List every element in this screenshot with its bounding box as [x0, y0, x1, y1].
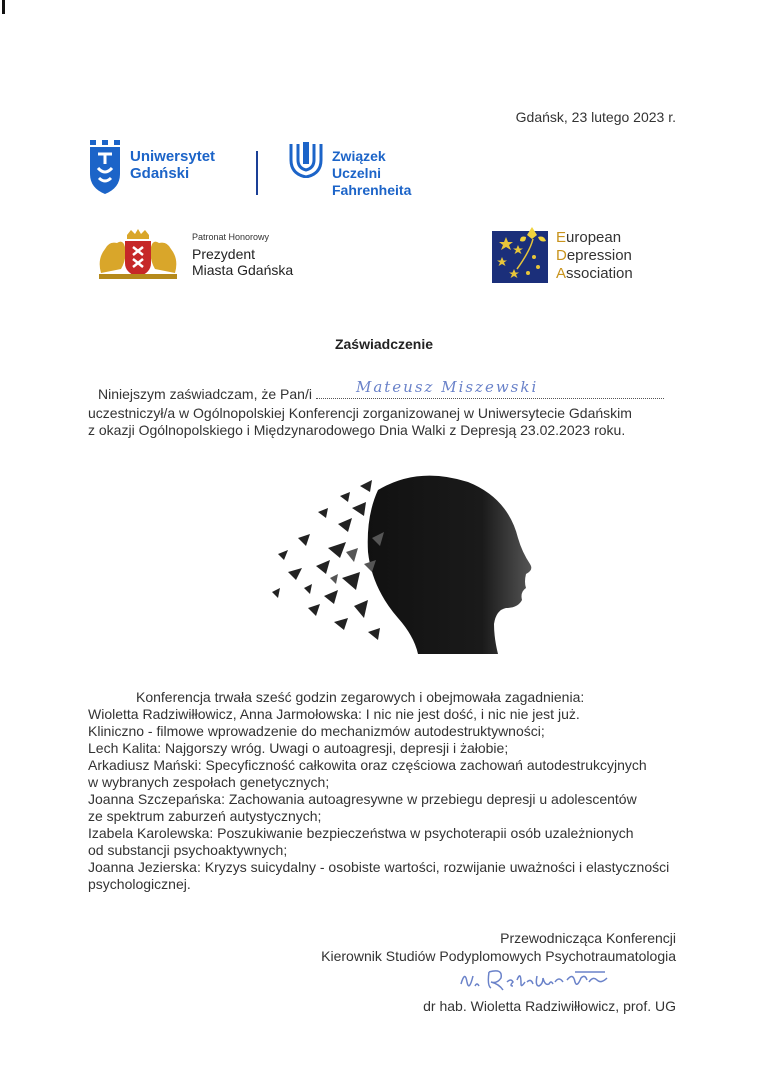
- certificate-line-3: z okazji Ogólnopolskiego i Międzynarodowego Dnia Walki z Depresją 23.02.2023 roku.: [88, 422, 626, 438]
- document-date: Gdańsk, 23 lutego 2023 r.: [515, 109, 676, 125]
- eda-cap-2: D: [556, 247, 567, 264]
- participant-name-field: [316, 378, 664, 399]
- topic-line: ze spektrum zaburzeń autystycznych;: [88, 808, 322, 824]
- signatory-role-1: Przewodnicząca Konferencji: [500, 930, 676, 946]
- topics-intro: Konferencja trwała sześć godzin zegarowych i obejmowała zagadnienia:: [136, 689, 585, 705]
- eda-stars-logo-icon: [492, 227, 548, 283]
- topic-line: Wioletta Radziwiłłowicz, Anna Jarmołowska: I nic nie jest dość, i nic nie jest już.: [88, 706, 580, 722]
- topic-line: Izabela Karolewska: Poszukiwanie bezpieczeństwa w psychoterapii osób uzależnionych: [88, 825, 634, 841]
- conference-topics: [88, 689, 708, 893]
- topic-line: psychologicznej.: [88, 876, 191, 892]
- eda-cap-1: E: [556, 229, 567, 246]
- handwritten-signature: [455, 964, 625, 994]
- document-title: Zaświadczenie: [334, 336, 434, 352]
- eda-logo-text: [556, 229, 633, 283]
- participant-name-handwritten: Mateusz Miszewski: [355, 378, 539, 396]
- zuf-logo-line-2: Uczelni: [332, 165, 382, 181]
- topic-line: Lech Kalita: Najgorszy wróg. Uwagi o autoagresji, depresji i żałobie;: [88, 740, 509, 756]
- patronat-label: Patronat Honorowy: [192, 232, 270, 242]
- zuf-logo-line-1: Związek: [332, 148, 386, 164]
- topic-line: Arkadiusz Mański: Specyficzność całkowita oraz częściowa zachowań autodestrukcyjnych: [88, 757, 647, 773]
- ug-logo-line-1: Uniwersytet: [130, 148, 216, 165]
- eda-cap-3: A: [556, 265, 567, 282]
- topic-line: Joanna Jezierska: Kryzys suicydalny - osobiste wartości, rozwijanie uważności i elastyczności: [88, 859, 670, 875]
- ug-logo: [88, 140, 238, 200]
- patronat-line-2: Miasta Gdańska: [192, 262, 294, 278]
- certificate-line-1-text: Niniejszym zaświadczam, że Pan/i: [98, 386, 312, 402]
- zuf-logo-line-3: Fahrenheita: [332, 182, 412, 198]
- eda-rest-2: epression: [566, 247, 632, 264]
- logo-divider: [256, 151, 258, 195]
- topic-line: Joanna Szczepańska: Zachowania autoagresywne w przebiegu depresji u adolescentów: [88, 791, 637, 807]
- gdansk-coat-of-arms-icon: [95, 229, 181, 281]
- signatory-name: dr hab. Wioletta Radziwiłłowicz, prof. UG: [423, 998, 676, 1014]
- topic-line: od substancji psychoaktywnych;: [88, 842, 288, 858]
- honorary-patronage: [192, 232, 293, 278]
- eda-rest-1: uropean: [566, 229, 622, 246]
- zuf-logo: [288, 140, 438, 202]
- scan-edge-mark: [2, 0, 5, 14]
- ug-shield-icon: [88, 140, 122, 194]
- zuf-emblem-icon: [288, 140, 324, 178]
- topic-line: Kliniczno - filmowe wprowadzenie do mechanizmów autodestruktywności;: [88, 723, 545, 739]
- certificate-line-1: [98, 378, 664, 403]
- signatory-role-2: Kierownik Studiów Podyplomowych Psychotraumatologia: [321, 948, 676, 964]
- patronat-line-1: Prezydent: [192, 246, 256, 262]
- fragmented-head-illustration: [268, 468, 540, 656]
- certificate-line-2: uczestniczył/a w Ogólnopolskiej Konferencji zorganizowanej w Uniwersytecie Gdańskim: [88, 405, 632, 421]
- eda-rest-3: ssociation: [566, 265, 633, 282]
- ug-logo-line-2: Gdański: [130, 165, 190, 182]
- topic-line: w wybranych zespołach genetycznych;: [88, 774, 330, 790]
